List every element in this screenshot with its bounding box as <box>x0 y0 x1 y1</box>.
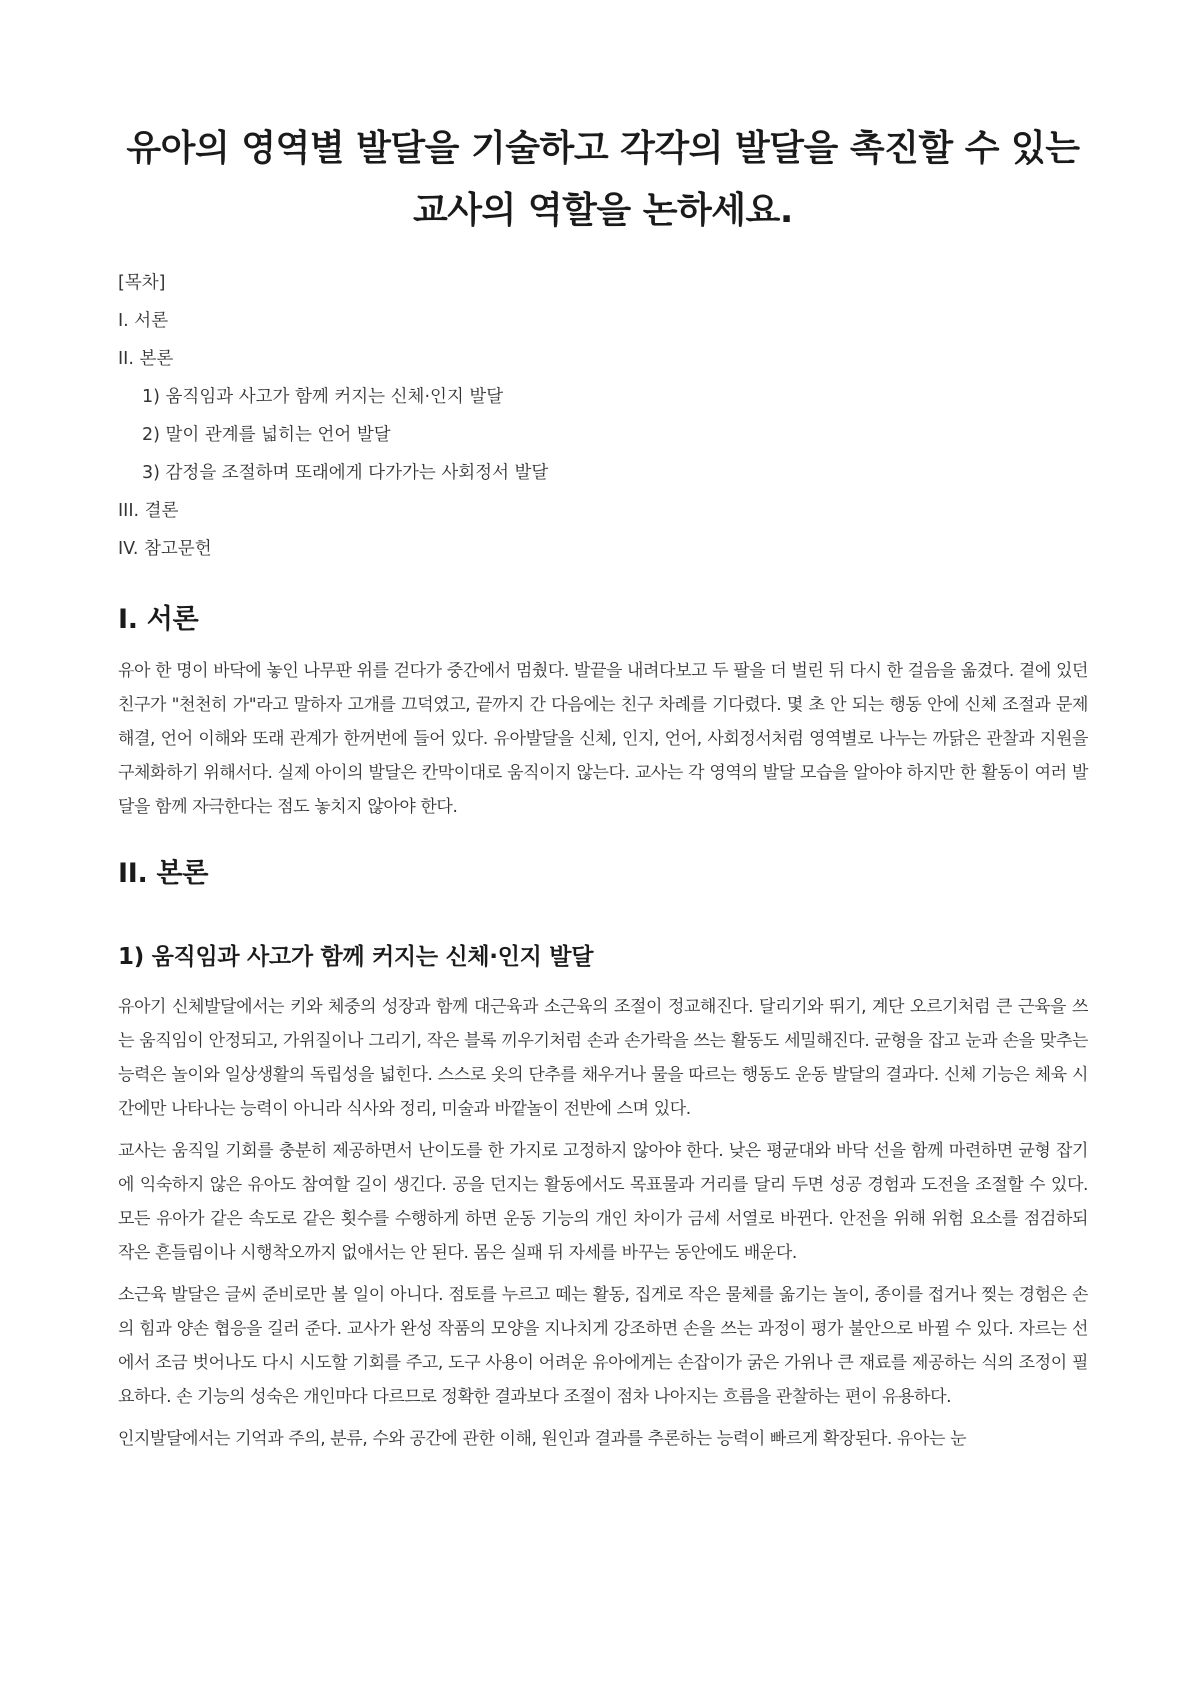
subsection-heading-physical-cognitive: 1) 움직임과 사고가 함께 커지는 신체·인지 발달 <box>118 944 594 970</box>
body-paragraph-physical: 유아기 신체발달에서는 키와 체중의 성장과 함께 대근육과 소근육의 조절이 정교해진다. 달리기와 뛰기, 계단 오르기처럼 큰 근육을 쓰는 움직임이 안정되고, 가위질이나 그리기, 작은 블록 끼우기처럼 손과 손가락을 쓰는 활동도 세밀해진다. 균형을 잡고 눈과 손을 맞추는 능력은 놀이와 일상생활의 독립성을 넓힌다. 스스로 옷의 단추를 채우거나 물을 따르는 행동도 운동 발달의 결과다. 신체 기능은 체육 시간에만 나타나는 능력이 아니라 식사와 정리, 미술과 바깥놀이 전반에 스며 있다. <box>118 997 1088 1119</box>
toc-item-conclusion: III. 결론 <box>118 501 179 521</box>
toc-item-body: II. 본론 <box>118 349 174 369</box>
intro-paragraph: 유아 한 명이 바닥에 놓인 나무판 위를 걷다가 중간에서 멈췄다. 발끝을 내려다보고 두 팔을 더 벌린 뒤 다시 한 걸음을 옮겼다. 곁에 있던 친구가 "천천히 가"라고 말하자 고개를 끄덕였고, 끝까지 간 다음에는 친구 차례를 기다렸다. 몇 초 안 되는 행동 안에 신체 조절과 문제 해결, 언어 이해와 또래 관계가 한꺼번에 들어 있다. 유아발달을 신체, 인지, 언어, 사회정서처럼 영역별로 나누는 까닭은 관찰과 지원을 구체화하기 위해서다. 실제 아이의 발달은 칸막이대로 움직이지 않는다. 교사는 각 영역의 발달 모습을 알아야 하지만 한 활동이 여러 발달을 함께 자극한다는 점도 놓치지 않아야 한다. <box>118 661 1088 817</box>
table-of-contents <box>118 264 1088 568</box>
toc-item-body-sub2: 2) 말이 관계를 넓히는 언어 발달 <box>142 425 391 445</box>
toc-item-intro: I. 서론 <box>118 311 169 331</box>
toc-item-body-sub1: 1) 움직임과 사고가 함께 커지는 신체·인지 발달 <box>142 387 504 407</box>
section-heading-intro: I. 서론 <box>118 604 199 635</box>
body-paragraph-teacher-role: 교사는 움직일 기회를 충분히 제공하면서 난이도를 한 가지로 고정하지 않아야 한다. 낮은 평균대와 바닥 선을 함께 마련하면 균형 잡기에 익숙하지 않은 유아도 참여할 길이 생긴다. 공을 던지는 활동에서도 목표물과 거리를 달리 두면 성공 경험과 도전을 조절할 수 있다. 모든 유아가 같은 속도로 같은 횟수를 수행하게 하면 운동 기능의 개인 차이가 금세 서열로 바뀐다. 안전을 위해 위험 요소를 점검하되 작은 흔들림이나 시행착오까지 없애서는 안 된다. 몸은 실패 뒤 자세를 바꾸는 동안에도 배운다. <box>118 1141 1088 1263</box>
body-paragraph-fine-motor: 소근육 발달은 글씨 준비로만 볼 일이 아니다. 점토를 누르고 떼는 활동, 집게로 작은 물체를 옮기는 놀이, 종이를 접거나 찢는 경험은 손의 힘과 양손 협응을 길러 준다. 교사가 완성 작품의 모양을 지나치게 강조하면 손을 쓰는 과정이 평가 불안으로 바뀔 수 있다. 자르는 선에서 조금 벗어나도 다시 시도할 기회를 주고, 도구 사용이 어려운 유아에게는 손잡이가 굵은 가위나 큰 재료를 제공하는 식의 조정이 필요하다. 손 기능의 성숙은 개인마다 다르므로 정확한 결과보다 조절이 점차 나아지는 흐름을 관찰하는 편이 유용하다. <box>118 1285 1088 1407</box>
document-title: 유아의 영역별 발달을 기술하고 각각의 발달을 촉진할 수 있는 교사의 역할을 논하세요. <box>126 128 1080 231</box>
toc-heading: [목차] <box>118 273 166 293</box>
body-paragraph-cognitive: 인지발달에서는 기억과 주의, 분류, 수와 공간에 관한 이해, 원인과 결과를 추론하는 능력이 빠르게 확장된다. 유아는 눈 <box>118 1429 967 1449</box>
section-heading-body: II. 본론 <box>118 858 209 889</box>
toc-item-body-sub3: 3) 감정을 조절하며 또래에게 다가가는 사회정서 발달 <box>142 463 549 483</box>
toc-item-references: IV. 참고문헌 <box>118 539 212 559</box>
